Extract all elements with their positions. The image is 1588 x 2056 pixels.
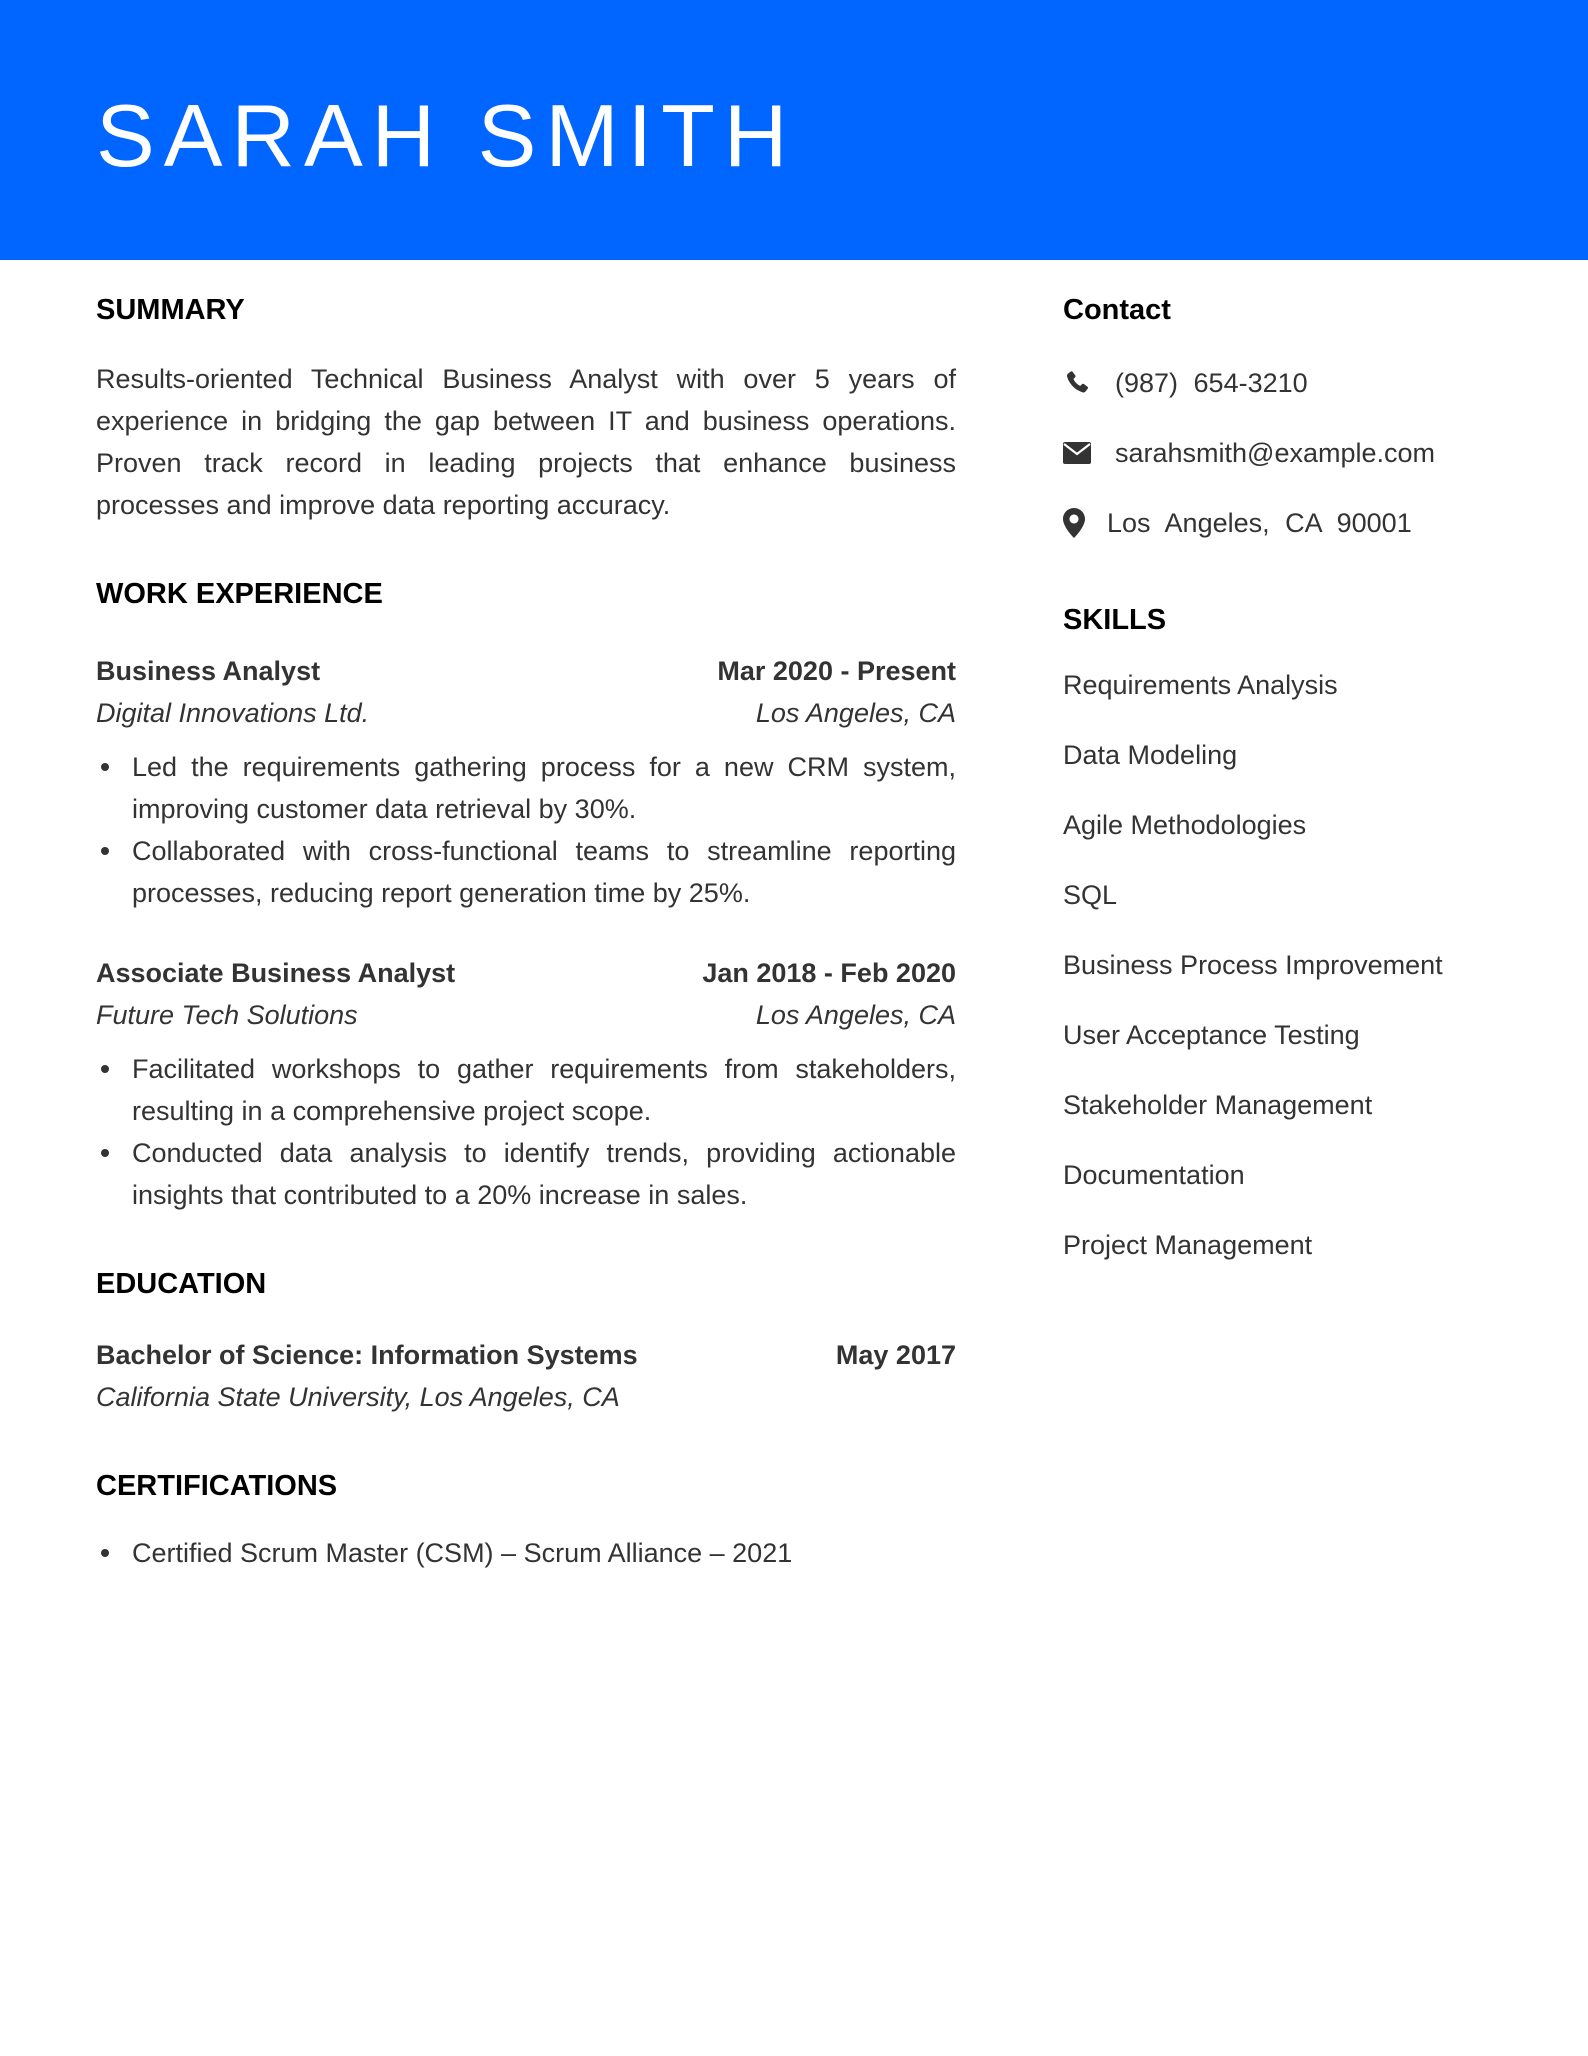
phone-icon bbox=[1063, 369, 1115, 397]
job-bullets bbox=[96, 1048, 956, 1216]
sidebar-column bbox=[1063, 292, 1523, 1294]
skill-item: Business Process Improvement bbox=[1063, 950, 1443, 980]
job-role: Associate Business Analyst bbox=[96, 958, 456, 988]
experience-title: WORK EXPERIENCE bbox=[96, 578, 383, 610]
bullet-dot-icon bbox=[101, 1065, 109, 1073]
bullet-dot-icon bbox=[101, 1149, 109, 1157]
skill-item: User Acceptance Testing bbox=[1063, 1020, 1360, 1050]
contact-email[interactable] bbox=[1063, 432, 1523, 474]
bullet-dot-icon bbox=[101, 847, 109, 855]
job-entry bbox=[96, 650, 956, 914]
skill-item: SQL bbox=[1063, 880, 1118, 910]
contact-phone[interactable] bbox=[1063, 362, 1523, 404]
job-bullet: Collaborated with cross-functional teams to streamline reporting processes, reducing report generation time by 25%. bbox=[96, 830, 956, 914]
education-school: California State University, Los Angeles, CA bbox=[96, 1382, 620, 1412]
job-role: Business Analyst bbox=[96, 656, 321, 686]
skill-item: Stakeholder Management bbox=[1063, 1090, 1373, 1120]
job-dates: Mar 2020 - Present bbox=[717, 656, 956, 686]
certifications-title: CERTIFICATIONS bbox=[96, 1470, 338, 1502]
header-banner bbox=[0, 0, 1588, 260]
summary-section bbox=[96, 292, 956, 526]
contact-section bbox=[1063, 292, 1523, 544]
education-degree: Bachelor of Science: Information Systems bbox=[96, 1340, 638, 1370]
main-column bbox=[96, 292, 956, 1574]
contact-title: Contact bbox=[1063, 294, 1171, 326]
contact-phone-text: (987) 654-3210 bbox=[1115, 367, 1308, 398]
education-section bbox=[96, 1266, 956, 1418]
skill-item: Agile Methodologies bbox=[1063, 810, 1307, 840]
envelope-icon bbox=[1063, 442, 1115, 464]
job-bullet: Led the requirements gathering process for a new CRM system, improving customer data retrieval by 30%. bbox=[96, 746, 956, 830]
experience-section bbox=[96, 576, 956, 1216]
job-bullet: Facilitated workshops to gather requirements from stakeholders, resulting in a comprehensive project scope. bbox=[96, 1048, 956, 1132]
summary-text: Results-oriented Technical Business Analyst with over 5 years of experience in bridging the gap between IT and business operations. Proven track record in leading projects that enhance business processes and improve data reporting accuracy. bbox=[96, 364, 956, 520]
map-marker-icon bbox=[1063, 508, 1107, 538]
contact-location bbox=[1063, 502, 1523, 544]
summary-title: SUMMARY bbox=[96, 294, 245, 326]
skill-item: Project Management bbox=[1063, 1230, 1313, 1260]
skills-title: SKILLS bbox=[1063, 604, 1167, 636]
skill-list bbox=[1063, 664, 1523, 1266]
job-company: Future Tech Solutions bbox=[96, 1000, 358, 1030]
job-entry bbox=[96, 952, 956, 1216]
job-company: Digital Innovations Ltd. bbox=[96, 698, 370, 728]
candidate-name: SARAH SMITH bbox=[96, 86, 797, 185]
job-bullets bbox=[96, 746, 956, 914]
contact-location-text: Los Angeles, CA 90001 bbox=[1107, 507, 1412, 538]
certification-list bbox=[96, 1532, 956, 1574]
contact-email-text: sarahsmith@example.com bbox=[1115, 437, 1436, 468]
certifications-section bbox=[96, 1468, 956, 1574]
job-location: Los Angeles, CA bbox=[755, 698, 956, 728]
job-location: Los Angeles, CA bbox=[755, 1000, 956, 1030]
job-bullet: Conducted data analysis to identify trends, providing actionable insights that contributed to a 20% increase in sales. bbox=[96, 1132, 956, 1216]
bullet-dot-icon bbox=[101, 1549, 109, 1557]
skills-section bbox=[1063, 602, 1523, 1266]
skill-item: Requirements Analysis bbox=[1063, 670, 1338, 700]
skill-item: Data Modeling bbox=[1063, 740, 1238, 770]
bullet-dot-icon bbox=[101, 763, 109, 771]
education-title: EDUCATION bbox=[96, 1268, 267, 1300]
job-dates: Jan 2018 - Feb 2020 bbox=[702, 958, 956, 988]
certification-item: Certified Scrum Master (CSM) – Scrum Alliance – 2021 bbox=[96, 1532, 956, 1574]
skill-item: Documentation bbox=[1063, 1160, 1245, 1190]
education-date: May 2017 bbox=[835, 1340, 956, 1370]
